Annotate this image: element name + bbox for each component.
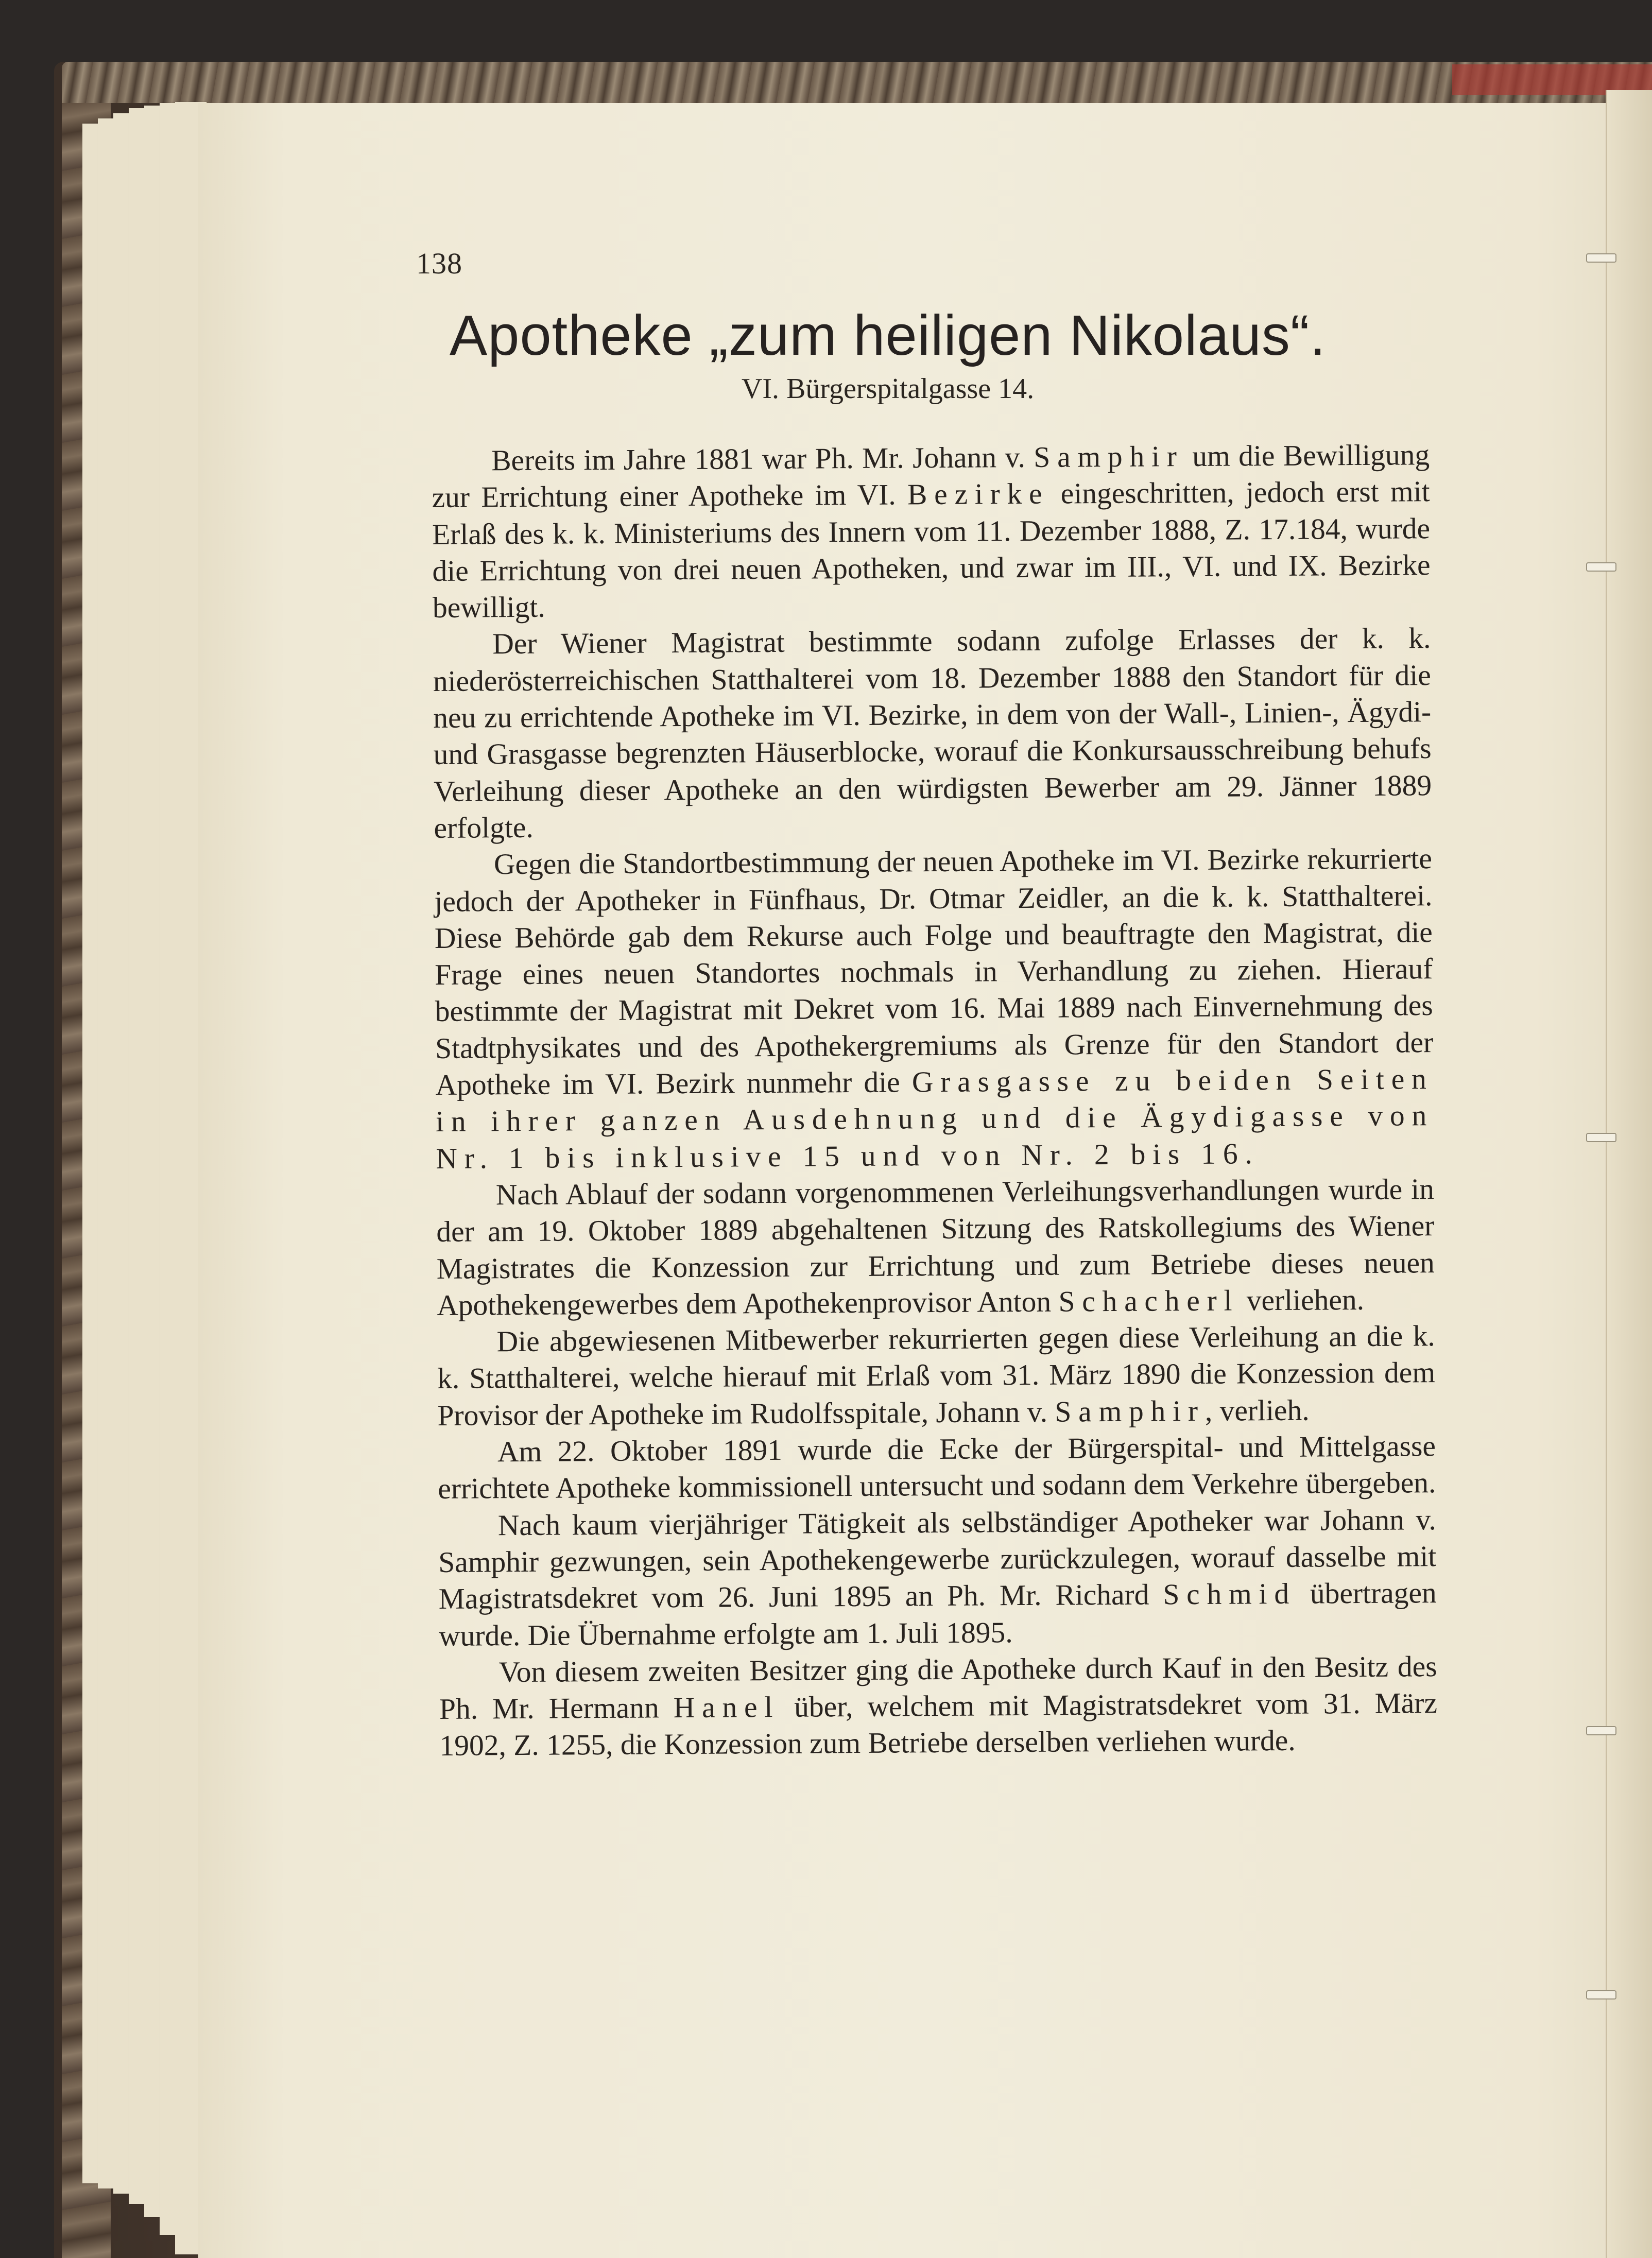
paragraph-text: Nach Ablauf der sodann vorgenommenen Verleihungsverhandlungen wurde in der am 19. Oktober 1889 abgehaltenen Sitzung des Ratskollegiums des Wiener Magistrates die Konzession zur Errichtung und zum Betriebe dieses neuen Apothekengewerbes dem Apothekenprovisor Anton (436, 1173, 1435, 1322)
paragraph-text: um die Bewilligung zur Errichtung einer Apotheke im VI. (432, 439, 1430, 514)
paragraph (433, 620, 1432, 847)
paragraph (437, 1318, 1435, 1434)
spaced-emphasis-text: Grasgasse zu beiden Seiten in ihrer ganzen Ausdehnung und die Ägydigasse von Nr. 1 bis inklusive 15 und von Nr. 2 bis 16. (435, 1063, 1434, 1175)
page-tab (1586, 562, 1616, 572)
paragraph-text: , verlieh. (1204, 1394, 1310, 1427)
page-tab (1586, 253, 1616, 263)
spaced-emphasis-text: Samphir (1055, 1394, 1206, 1428)
page-subtitle: VI. Bürgerspitalgasse 14. (741, 373, 1035, 405)
spaced-emphasis-text: Hanel (673, 1691, 780, 1725)
page-number: 138 (416, 247, 462, 280)
paragraph-text: Von diesem zweiten Besitzer ging die Apotheke durch Kauf in den Besitz des Ph. Mr. Hermann (439, 1650, 1437, 1726)
paragraph (436, 1171, 1435, 1324)
paragraph (438, 1428, 1436, 1507)
page-tab (1586, 1990, 1616, 2000)
spaced-emphasis-text: Samphir (1034, 440, 1184, 474)
paragraph-text: Die abgewiesenen Mitbewerber rekurrierten gegen diese Verleihung an die k. k. Statthalterei, welche hierauf mit Erlaß vom 31. März 1890 die Konzession dem Provisor der Apotheke im Rudolfsspitale, Johann v. (437, 1320, 1436, 1432)
paragraph-text: Der Wiener Magistrat bestimmte sodann zufolge Erlasses der k. k. niederösterreichischen Statthalterei vom 18. Dezember 1888 den Standort für die neu zu errichtende Apotheke im VI. Bezirke, in dem von der Wall-, Linien-, Ägydi- und Grasgasse begrenzten Häuserblocke, worauf die Konkursausschreibung behufs Verleihung dieser Apotheke an den würdigsten Bewerber am 29. Jänner 1889 erfolgte. (433, 622, 1432, 844)
paragraph (439, 1648, 1437, 1765)
marbled-binding-top (62, 62, 1652, 103)
paragraph-text: übertragen wurde. Die Übernahme erfolgte am 1. Juli 1895. (438, 1577, 1437, 1652)
paragraph-text: über, welchem mit Magistratsdekret vom 31. März 1902, Z. 1255, die Konzession zum Betriebe derselben verliehen wurde. (439, 1687, 1438, 1763)
page-tab (1586, 1726, 1616, 1735)
paragraph-text: Gegen die Standortbestimmung der neuen Apotheke im VI. Bezirke rekurrierte jedoch der Apotheker in Fünfhaus, Dr. Otmar Zeidler, an die k. k. Statthalterei. Diese Behörde gab dem Rekurse auch Folge und beauftragte den Magistrat, die Frage eines neuen Standortes nochmals in Verhandlung zu ziehen. Hierauf bestimmte der Magistrat mit Dekret vom 16. Mai 1889 nach Einvernehmung des Stadtphysikates und des Apothekergremiums als Grenze für den Standort der Apotheke im VI. Bezirk nunmehr die (434, 842, 1434, 1102)
paragraph-text: verliehen. (1239, 1283, 1365, 1317)
spaced-emphasis-text: Schacherl (1058, 1284, 1240, 1318)
paragraph (432, 437, 1431, 626)
paragraph-text: Bereits im Jahre 1881 war Ph. Mr. Johann v. (491, 441, 1034, 477)
paragraph (434, 840, 1434, 1177)
paragraph-text: eingeschritten, jedoch erst mit Erlaß des k. k. Ministeriums des Innern vom 11. Dezember 1888, Z. 17.184, wurde die Errichtung von drei neuen Apotheken, und zwar im III., VI. und IX. Bezirke bewilligt. (432, 475, 1431, 625)
paragraph (438, 1502, 1437, 1654)
spaced-emphasis-text: Schmid (1163, 1577, 1297, 1611)
spaced-emphasis-text: Bezirke (907, 477, 1049, 511)
page-title: Apotheke „zum heiligen Nikolaus“. (449, 304, 1327, 367)
paragraph-text: Nach kaum vierjähriger Tätigkeit als selbständiger Apotheker war Johann v. Samphir gezwungen, sein Apothekengewerbe zurückzulegen, worauf dasselbe mit Magistratsdekret vom 26. Juni 1895 an Ph. Mr. Richard (438, 1503, 1437, 1616)
page-right-edge (1606, 90, 1652, 2258)
page-tab (1586, 1133, 1616, 1142)
paragraph-text: Am 22. Oktober 1891 wurde die Ecke der Bürgerspital- und Mittelgasse errichtete Apotheke kommissionell untersucht und sodann dem Verkehre übergeben. (438, 1430, 1436, 1506)
body-text (432, 437, 1438, 1764)
